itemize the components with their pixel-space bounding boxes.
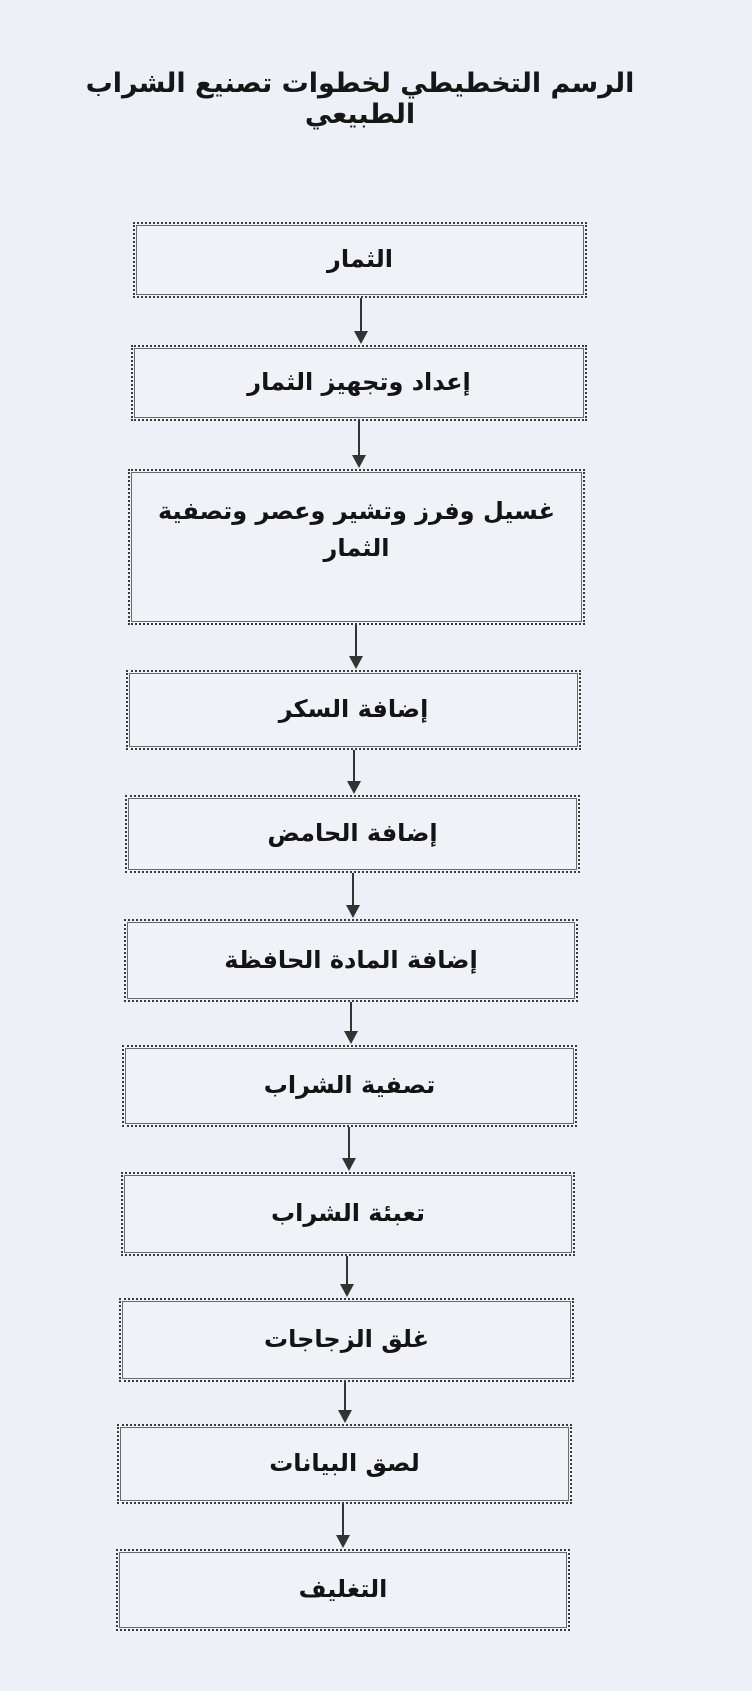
step-filter-drink: تصفية الشراب xyxy=(122,1045,577,1127)
arrow-connector xyxy=(340,1256,354,1298)
step-add-preservative: إضافة المادة الحافظة xyxy=(124,919,578,1002)
step-packaging: التغليف xyxy=(116,1549,570,1631)
arrow-connector xyxy=(336,1504,350,1549)
arrow-connector xyxy=(342,1127,356,1172)
diagram-title: الرسم التخطيطي لخطوات تصنيع الشراب الطبيعي xyxy=(85,68,635,130)
step-fill-drink: تعبئة الشراب xyxy=(121,1172,575,1256)
arrow-connector xyxy=(338,1382,352,1424)
arrow-connector xyxy=(352,421,366,469)
step-fruits: الثمار xyxy=(133,222,587,298)
arrow-connector xyxy=(349,625,363,670)
arrow-connector xyxy=(347,750,361,795)
step-add-sugar: إضافة السكر xyxy=(126,670,581,750)
arrow-connector xyxy=(354,298,368,345)
arrow-connector xyxy=(346,873,360,919)
step-attach-labels: لصق البيانات xyxy=(117,1424,572,1504)
step-add-acid: إضافة الحامض xyxy=(125,795,580,873)
step-wash-sort-press-filter: غسيل وفرز وتشير وعصر وتصفية الثمار xyxy=(128,469,585,625)
arrow-connector xyxy=(344,1002,358,1045)
step-close-bottles: غلق الزجاجات xyxy=(119,1298,574,1382)
step-prepare-fruits: إعداد وتجهيز الثمار xyxy=(131,345,587,421)
